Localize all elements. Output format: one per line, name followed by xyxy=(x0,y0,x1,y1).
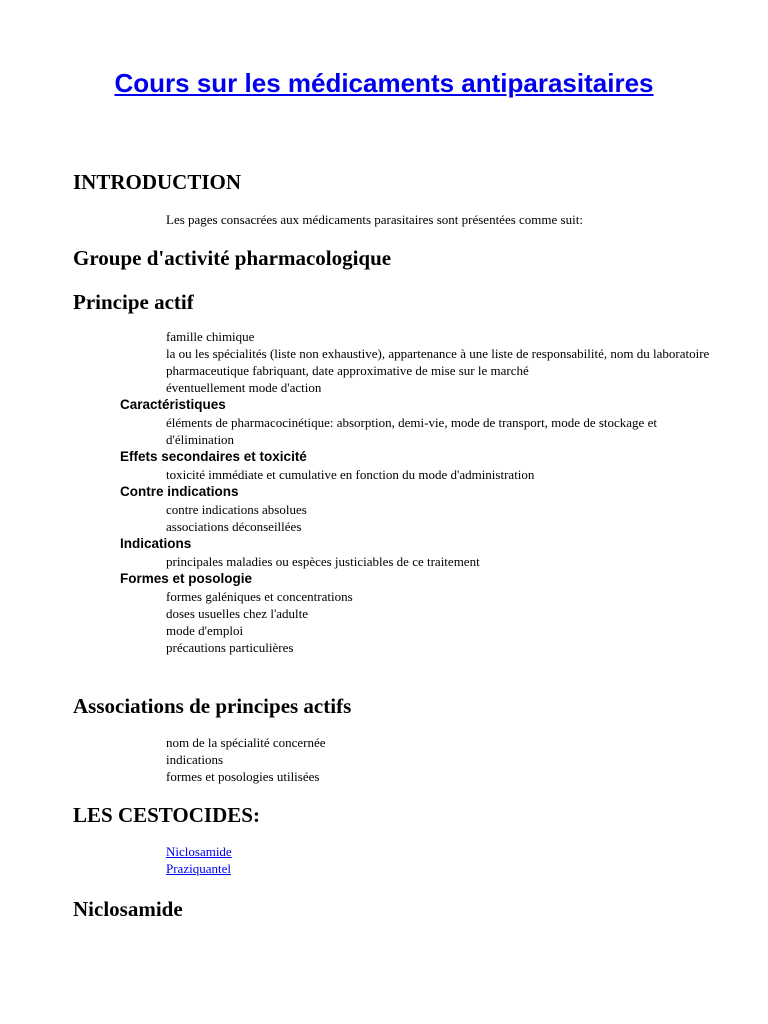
list-item: mode d'emploi xyxy=(166,623,244,638)
introduction-heading: INTRODUCTION xyxy=(73,170,242,194)
list-item: formes galéniques et concentrations xyxy=(166,589,353,604)
list-item: éléments de pharmacocinétique: absorption, demi-vie, mode de transport, mode de stockage et d'élimination xyxy=(166,415,657,447)
list-item: nom de la spécialité concernée xyxy=(166,735,326,750)
list-item: formes et posologies utilisées xyxy=(166,769,320,784)
section-heading-indications: Indications xyxy=(120,536,192,551)
caracteristiques-list xyxy=(166,414,720,448)
section-heading-effets-secondaires: Effets secondaires et toxicité xyxy=(120,449,307,464)
list-item: toxicité immédiate et cumulative en fonction du mode d'administration xyxy=(166,467,535,482)
list-item xyxy=(166,860,232,877)
section-heading-formes-posologie: Formes et posologie xyxy=(120,571,253,586)
niclosamide-heading: Niclosamide xyxy=(73,897,183,921)
principe-actif-list xyxy=(166,328,720,396)
associations-heading: Associations de principes actifs xyxy=(73,694,352,718)
praziquantel-link[interactable]: Praziquantel xyxy=(166,861,231,876)
list-item: famille chimique xyxy=(166,329,255,344)
list-item: éventuellement mode d'action xyxy=(166,380,322,395)
group-activity-heading: Groupe d'activité pharmacologique xyxy=(73,246,392,270)
section-heading-caracteristiques: Caractéristiques xyxy=(120,397,226,412)
title-link[interactable]: Cours sur les médicaments antiparasitaires xyxy=(114,68,654,98)
list-item: doses usuelles chez l'adulte xyxy=(166,606,309,621)
list-item: principales maladies ou espèces justiciables de ce traitement xyxy=(166,554,480,569)
list-item: indications xyxy=(166,752,224,767)
formes-posologie-list xyxy=(166,588,720,656)
principe-actif-heading: Principe actif xyxy=(73,290,194,314)
list-item xyxy=(166,843,232,860)
list-item: associations déconseillées xyxy=(166,519,302,534)
list-item: précautions particulières xyxy=(166,640,294,655)
cestocides-links xyxy=(166,843,232,877)
indications-list xyxy=(166,553,720,570)
page-title xyxy=(0,66,768,100)
cestocides-heading: LES CESTOCIDES: xyxy=(73,803,260,827)
introduction-text: Les pages consacrées aux médicaments parasitaires sont présentées comme suit: xyxy=(166,212,583,227)
list-item: la ou les spécialités (liste non exhaustive), appartenance à une liste de responsabilité, nom du laboratoire pharmaceutique fabriquant, date approximative de mise sur le marché xyxy=(166,346,710,378)
effets-secondaires-list xyxy=(166,466,720,483)
list-item: contre indications absolues xyxy=(166,502,307,517)
contre-indications-list xyxy=(166,501,720,535)
section-heading-contre-indications: Contre indications xyxy=(120,484,239,499)
principe-actif-outline xyxy=(120,328,720,656)
niclosamide-link[interactable]: Niclosamide xyxy=(166,844,232,859)
associations-list xyxy=(166,734,326,785)
